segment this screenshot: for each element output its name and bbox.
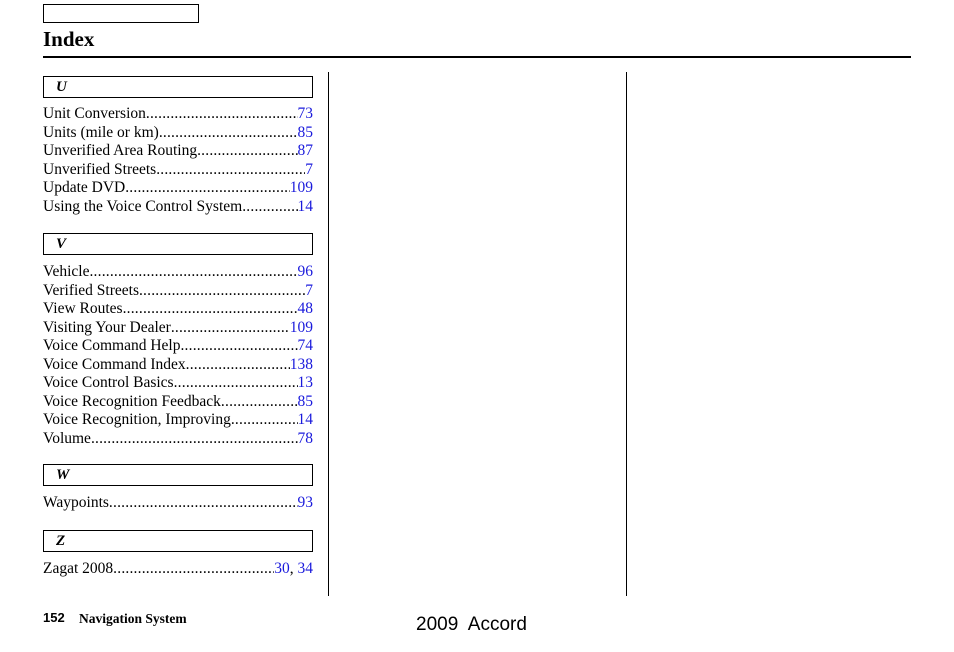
index-entry [43,300,313,319]
index-entry [43,411,313,430]
entry-pages [298,374,314,393]
dot-leader [159,124,298,143]
entry-pages [298,337,314,356]
entry-list [43,105,313,216]
footer-section-name: Navigation System [79,611,187,626]
entry-pages [298,411,314,430]
entry-pages [290,179,313,198]
dot-leader [91,430,298,449]
column-divider-1 [328,72,329,596]
entry-list [43,263,313,448]
index-entry [43,374,313,393]
page-link[interactable]: 138 [289,355,313,373]
entry-pages [298,393,314,412]
page-separator: , [289,559,298,577]
dot-leader [113,560,274,579]
index-entry [43,124,313,143]
page-link[interactable]: 96 [297,263,313,280]
index-entry [43,356,313,375]
entry-pages [298,142,314,161]
index-entry [43,337,313,356]
index-entry [43,105,313,124]
section-letter-header: Z [43,530,313,552]
entry-label: Vehicle [43,263,90,280]
entry-label: Voice Command Index [43,355,186,373]
index-entry [43,142,313,161]
dot-leader [125,179,290,198]
index-section [43,530,313,579]
section-letter-header: V [43,233,313,255]
entry-label: Verified Streets [43,281,139,299]
entry-label: Using the Voice Control System [43,197,243,215]
dot-leader [156,161,305,180]
page-link[interactable]: 109 [289,318,313,336]
entry-label: Voice Command Help [43,337,181,354]
index-entry [43,393,313,412]
index-entry [43,282,313,301]
entry-label: Zagat 2008 [43,559,114,577]
entry-pages [290,319,313,338]
entry-pages [298,494,314,513]
page-link[interactable]: 78 [297,429,313,447]
entry-list [43,560,313,579]
header-tab-box [43,4,199,23]
index-entry [43,494,313,513]
page-link[interactable]: 13 [297,374,313,391]
index-section [43,233,313,448]
section-letter-header: U [43,76,313,98]
index-entry [43,319,313,338]
dot-leader [186,356,290,375]
index-entry [43,179,313,198]
section-letter-header: W [43,464,313,486]
page-title: Index [43,27,95,51]
entry-label: Update DVD [43,179,126,196]
footer-page-number: 152 [43,610,65,625]
page-link[interactable]: 87 [297,142,313,159]
dot-leader [231,411,298,430]
index-entry [43,161,313,180]
page-link[interactable]: 30 [274,559,290,577]
entry-pages [298,105,314,124]
entry-list [43,494,313,513]
entry-pages [298,263,314,282]
page-link[interactable]: 34 [297,559,313,577]
dot-leader [146,105,298,124]
entry-pages [298,300,314,319]
entry-pages [305,282,313,301]
dot-leader [109,494,298,513]
entry-label: Units (mile or km) [43,123,159,141]
page-link[interactable]: 85 [297,392,313,410]
dot-leader [89,263,297,282]
page-link[interactable]: 48 [297,300,313,317]
index-entry [43,263,313,282]
entry-label: Unverified Area Routing [43,142,198,159]
page-link[interactable]: 7 [305,160,313,178]
page-link[interactable]: 14 [297,197,313,215]
entry-label: Visiting Your Dealer [43,318,171,336]
index-section [43,464,313,513]
footer-model: 2009 Accord [416,614,527,635]
page-link[interactable]: 73 [297,105,313,122]
dot-leader [197,142,297,161]
entry-pages [298,124,314,143]
dot-leader [242,198,297,217]
entry-pages [305,161,313,180]
page-link[interactable]: 14 [297,411,313,428]
column-divider-2 [626,72,627,596]
dot-leader [139,282,305,301]
dot-leader [171,319,290,338]
entry-label: Voice Recognition, Improving [43,411,231,428]
entry-pages [298,198,314,217]
index-section [43,76,313,216]
index-entry [43,560,313,579]
entry-pages [290,356,313,375]
index-column [43,76,313,578]
entry-label: Voice Control Basics [43,374,174,391]
entry-label: Volume [43,429,91,447]
entry-label: Voice Recognition Feedback [43,392,221,410]
index-entry [43,430,313,449]
page-link[interactable]: 109 [289,179,313,196]
page-link[interactable]: 85 [297,123,313,141]
entry-label: View Routes [43,300,123,317]
title-rule [43,56,911,58]
entry-pages [298,430,314,449]
dot-leader [174,374,298,393]
dot-leader [123,300,298,319]
entry-pages [274,560,313,579]
entry-label: Unverified Streets [43,160,157,178]
dot-leader [221,393,298,412]
page-link[interactable]: 74 [297,337,313,354]
page-link[interactable]: 93 [297,494,313,511]
index-entry [43,198,313,217]
entry-label: Unit Conversion [43,105,146,122]
dot-leader [180,337,297,356]
page-link[interactable]: 7 [305,281,313,299]
entry-label: Waypoints [43,494,109,511]
